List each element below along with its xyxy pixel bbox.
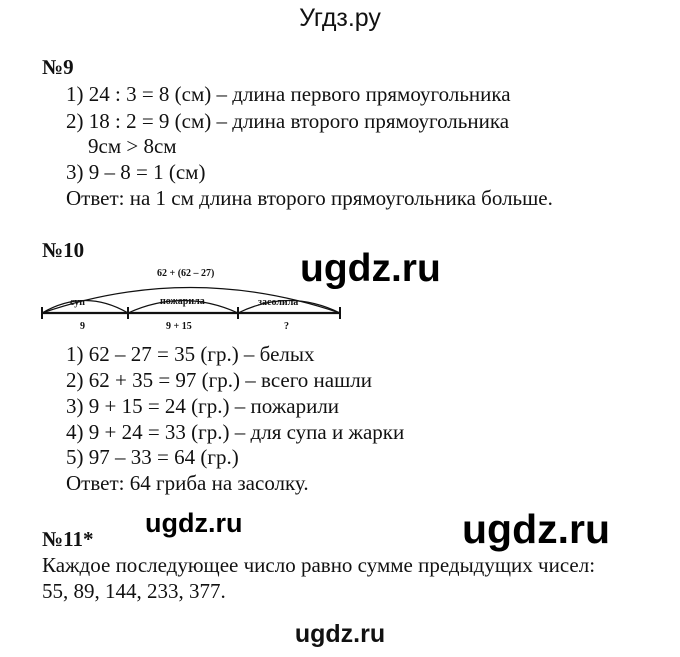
segment-label-fried: пожарила	[160, 296, 205, 307]
segment-label-salted: засолила	[258, 297, 299, 308]
bottom-label-salted: ?	[284, 321, 289, 332]
watermark: ugdz.ru	[462, 506, 611, 552]
task-11-line-1: Каждое последующее число равно сумме предыдущих чисел:	[42, 553, 596, 577]
task-9-line-4: 3) 9 – 8 = 1 (см)	[66, 160, 206, 184]
segment-label-soup: суп	[70, 297, 86, 308]
task-10-title: №10	[42, 238, 85, 262]
watermark: ugdz.ru	[300, 247, 441, 290]
bottom-label-fried: 9 + 15	[166, 321, 192, 332]
task-9-title: №9	[42, 55, 74, 79]
watermark: ugdz.ru	[145, 508, 243, 538]
site-footer: ugdz.ru	[294, 620, 386, 648]
task-11-line-2: 55, 89, 144, 233, 377.	[42, 579, 226, 603]
task-10-line-4: 4) 9 + 24 = 33 (гр.) – для супа и жарки	[66, 420, 405, 444]
total-label: 62 + (62 – 27)	[157, 268, 215, 279]
task-10-line-1: 1) 62 – 27 = 35 (гр.) – белых	[66, 342, 315, 366]
task-11-title: №11*	[42, 527, 94, 551]
task-9-answer: Ответ: на 1 см длина второго прямоугольника больше.	[66, 186, 553, 210]
task-10-line-3: 3) 9 + 15 = 24 (гр.) – пожарили	[66, 394, 340, 418]
bottom-label-soup: 9	[80, 321, 85, 332]
task-10-answer: Ответ: 64 гриба на засолку.	[66, 471, 309, 495]
site-header: Угдз.ру	[299, 4, 381, 32]
task-9-line-2: 2) 18 : 2 = 9 (см) – длина второго прямоугольника	[66, 109, 510, 133]
task-10-line-5: 5) 97 – 33 = 64 (гр.)	[66, 445, 239, 469]
task-9-line-3: 9см > 8см	[88, 134, 177, 158]
task-9-line-1: 1) 24 : 3 = 8 (см) – длина первого прямоугольника	[66, 82, 511, 106]
task-10-line-2: 2) 62 + 35 = 97 (гр.) – всего нашли	[66, 368, 373, 392]
